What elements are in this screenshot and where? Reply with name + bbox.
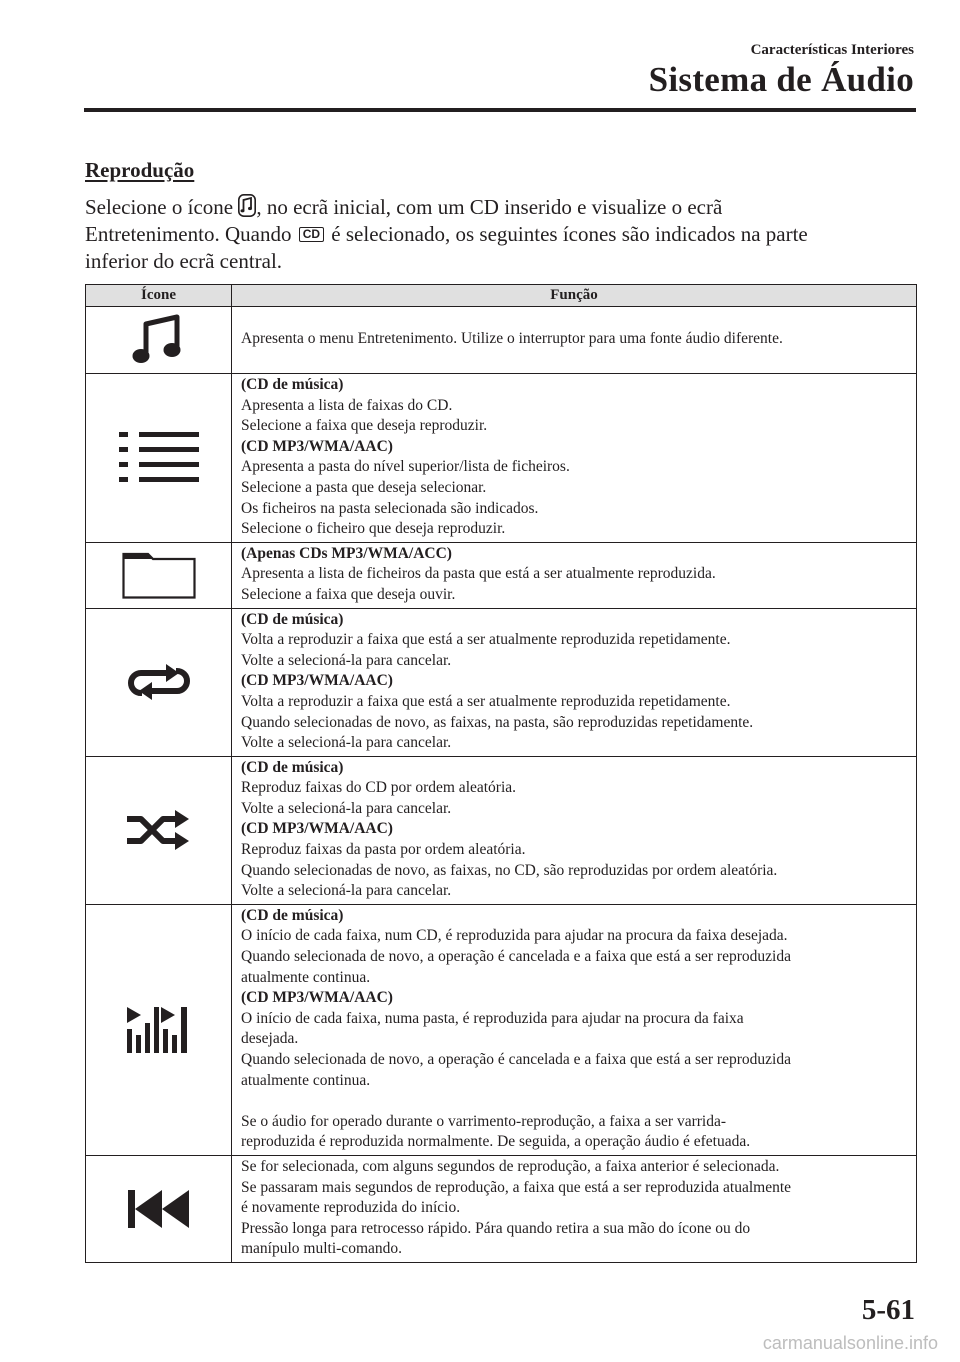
- table-row: [86, 374, 917, 543]
- column-header-function: Função: [232, 285, 917, 307]
- description-line: Se for selecionada, com alguns segundos de reprodução, a faixa anterior é selecionada.: [241, 1157, 780, 1175]
- description-line: é novamente reproduzida do início.: [241, 1199, 461, 1217]
- description-line: Volte a selecioná-la para cancelar.: [241, 734, 452, 752]
- description-line: (CD de música): [241, 376, 344, 393]
- column-header-icon: Ícone: [86, 285, 232, 307]
- repeat-icon: [86, 661, 231, 703]
- function-cell: [232, 756, 917, 904]
- function-cell: [232, 307, 917, 374]
- description-line: desejada.: [241, 1030, 299, 1048]
- description-line: (CD MP3/WMA/AAC): [241, 437, 393, 455]
- icon-cell: [86, 608, 232, 756]
- description-line: Apresenta a lista de faixas do CD.: [241, 396, 453, 414]
- description-line: Se o áudio for operado durante o varrimento-reprodução, a faixa a ser varrida-: [241, 1112, 727, 1130]
- description-line: reproduzida é reproduzida normalmente. De seguida, a operação áudio é efetuada.: [241, 1133, 751, 1151]
- description-line: Selecione a faixa que deseja ouvir.: [241, 585, 456, 603]
- icon-function-table: [85, 284, 917, 1263]
- cd-icon: CD: [299, 227, 324, 242]
- table-row: [86, 756, 917, 904]
- description-line: atualmente continua.: [241, 1071, 371, 1089]
- description-line: O início de cada faixa, numa pasta, é reproduzida para ajudar na procura da faixa: [241, 1009, 744, 1027]
- page-number: 5-61: [861, 1294, 915, 1326]
- description-line: Selecione a pasta que deseja selecionar.: [241, 478, 487, 496]
- icon-cell: [86, 1155, 232, 1262]
- function-cell: [232, 374, 917, 543]
- section-label: Características Interiores: [750, 42, 914, 58]
- description-line: (Apenas CDs MP3/WMA/ACC): [241, 544, 452, 562]
- description-line: Quando selecionada de novo, a operação é cancelada e a faixa que está a ser reproduzida: [241, 948, 791, 966]
- function-cell: [232, 542, 917, 608]
- table-row: [86, 904, 917, 1155]
- description-line: O início de cada faixa, num CD, é reproduzida para ajudar na procura da faixa desejada.: [241, 927, 788, 945]
- description-line: Volta a reproduzir a faixa que está a ser atualmente reproduzida repetidamente.: [241, 692, 731, 710]
- description-line: Apresenta o menu Entretenimento. Utilize o interruptor para uma fonte áudio diferente.: [241, 330, 783, 348]
- intro-text-1: Selecione o ícone: [85, 195, 239, 219]
- description-line: atualmente continua.: [241, 968, 371, 986]
- description-line: Se passaram mais segundos de reprodução, a faixa que está a ser reproduzida atualmente: [241, 1178, 792, 1196]
- icon-cell: [86, 374, 232, 543]
- description-line: Volte a selecioná-la para cancelar.: [241, 799, 452, 817]
- watermark: carmanualsonline.info: [762, 1333, 938, 1353]
- table-header-row: [86, 285, 917, 307]
- blank-line: [241, 1091, 908, 1112]
- description-line: Quando selecionadas de novo, as faixas, na pasta, são reproduzidas repetidamente.: [241, 713, 754, 731]
- description-line: Quando selecionada de novo, a operação é cancelada e a faixa que está a ser reproduzida: [241, 1051, 791, 1068]
- icon-cell: [86, 542, 232, 608]
- table-row: [86, 1155, 917, 1262]
- description-line: Volte a selecioná-la para cancelar.: [241, 882, 452, 900]
- function-cell: [232, 904, 917, 1155]
- track-list-icon: [86, 432, 231, 484]
- table-row: [86, 608, 917, 756]
- music-note-icon: [238, 194, 256, 217]
- description-line: (CD de música): [241, 906, 344, 924]
- description-line: Pressão longa para retrocesso rápido. Pára quando retira a sua mão do ícone ou do: [241, 1219, 751, 1237]
- description-line: Volta a reproduzir a faixa que está a ser atualmente reproduzida repetidamente.: [241, 631, 731, 649]
- description-line: Reproduz faixas da pasta por ordem aleatória.: [241, 841, 526, 859]
- previous-track-icon: [86, 1190, 231, 1228]
- description-line: Apresenta a lista de ficheiros da pasta que está a ser atualmente reproduzida.: [241, 565, 716, 583]
- page-title: Sistema de Áudio: [648, 60, 914, 99]
- music-note-icon: [86, 314, 231, 366]
- description-line: (CD de música): [241, 758, 344, 776]
- function-cell: [232, 1155, 917, 1262]
- intro-text-4: é selecionado, os seguintes ícones são indicados na parte: [326, 222, 808, 246]
- section-heading: Reprodução: [85, 158, 195, 182]
- header-divider: [84, 108, 916, 112]
- description-line: (CD MP3/WMA/AAC): [241, 989, 393, 1007]
- description-line: (CD MP3/WMA/AAC): [241, 672, 393, 690]
- description-line: manípulo multi-comando.: [241, 1240, 403, 1258]
- folder-icon: [86, 551, 231, 599]
- description-line: (CD MP3/WMA/AAC): [241, 820, 393, 838]
- icon-cell: [86, 904, 232, 1155]
- description-line: Selecione o ficheiro que deseja reproduzir.: [241, 520, 506, 538]
- icon-cell: [86, 756, 232, 904]
- table-row: [86, 542, 917, 608]
- description-line: Selecione a faixa que deseja reproduzir.: [241, 417, 488, 435]
- shuffle-icon: [86, 810, 231, 850]
- description-line: Apresenta a pasta do nível superior/lista de ficheiros.: [241, 458, 570, 476]
- icon-cell: [86, 307, 232, 374]
- description-line: Volte a selecioná-la para cancelar.: [241, 651, 452, 669]
- description-line: (CD de música): [241, 610, 344, 628]
- intro-text-5: inferior do ecrã central.: [85, 249, 283, 273]
- description-line: Os ficheiros na pasta selecionada são indicados.: [241, 499, 539, 517]
- intro-paragraph: [85, 194, 885, 275]
- table-row: [86, 307, 917, 374]
- function-cell: [232, 608, 917, 756]
- scan-icon: [86, 1007, 231, 1053]
- description-line: Quando selecionadas de novo, as faixas, no CD, são reproduzidas por ordem aleatória.: [241, 861, 778, 879]
- intro-text-2: , no ecrã inicial, com um CD inserido e visualize o ecrã: [256, 195, 723, 219]
- intro-text-3: Entretenimento. Quando: [85, 222, 297, 246]
- description-line: Reproduz faixas do CD por ordem aleatória.: [241, 779, 517, 797]
